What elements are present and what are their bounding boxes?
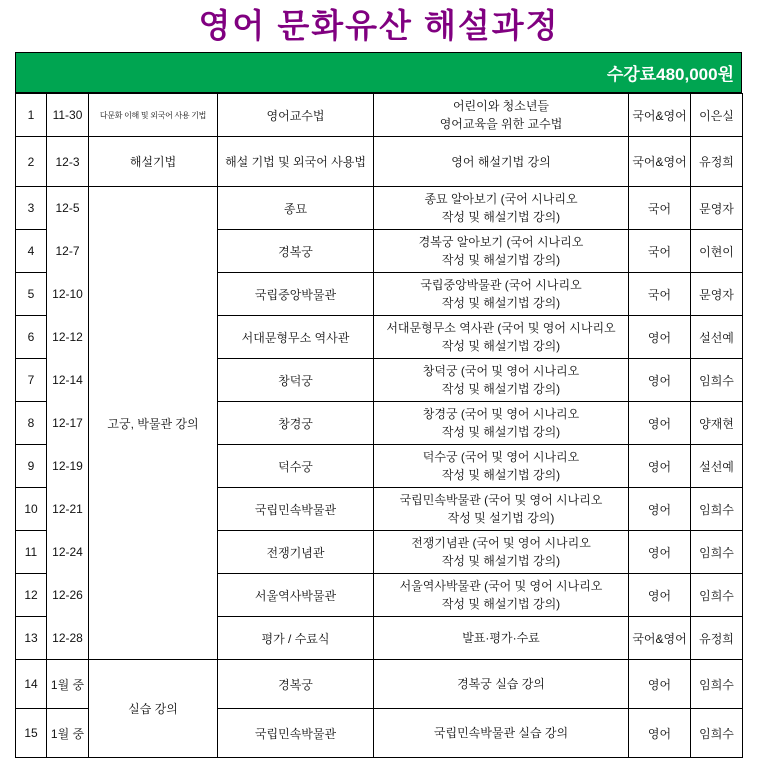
- cell-description: [374, 488, 629, 531]
- course-schedule-table: [15, 93, 743, 758]
- cell-language: 영어: [629, 488, 691, 531]
- cell-date: 12-14: [47, 359, 89, 402]
- cell-description: [374, 402, 629, 445]
- table-row: [16, 660, 743, 709]
- description-line: 작성 및 해설기법 강의): [441, 425, 561, 439]
- cell-language: 영어: [629, 316, 691, 359]
- page-title: 영어 문화유산 해설과정: [198, 7, 560, 44]
- description-line: 국립민속박물관 실습 강의: [433, 726, 569, 740]
- cell-course-name: 경복궁: [218, 230, 374, 273]
- cell-date: 12-10: [47, 273, 89, 316]
- cell-course-name: 영어교수법: [218, 94, 374, 137]
- cell-language: 영어: [629, 574, 691, 617]
- cell-teacher: 문영자: [691, 273, 743, 316]
- cell-teacher: 설선예: [691, 445, 743, 488]
- cell-description: [374, 617, 629, 660]
- cell-teacher: 임희수: [691, 488, 743, 531]
- cell-course-name: 종묘: [218, 187, 374, 230]
- cell-language: 국어: [629, 187, 691, 230]
- cell-language: 영어: [629, 531, 691, 574]
- cell-date: 1월 중: [47, 709, 89, 758]
- description-line: 어린이와 청소년들: [452, 99, 550, 113]
- description-line: 작성 및 설기법 강의): [447, 511, 555, 525]
- cell-description: [374, 660, 629, 709]
- cell-description: [374, 316, 629, 359]
- cell-row-number: 7: [16, 359, 47, 402]
- fee-banner-text: 수강료480,000원: [606, 65, 734, 84]
- description-line: 작성 및 해설기법 강의): [441, 296, 561, 310]
- cell-course-name: 창덕궁: [218, 359, 374, 402]
- cell-course-name: 서울역사박물관: [218, 574, 374, 617]
- description-line: 경복궁 알아보기 (국어 시나리오: [418, 235, 584, 249]
- description-line: 덕수궁 (국어 및 영어 시나리오: [422, 450, 580, 464]
- description-line: 작성 및 해설기법 강의): [441, 468, 561, 482]
- cell-row-number: 9: [16, 445, 47, 488]
- cell-language: 영어: [629, 660, 691, 709]
- cell-row-number: 3: [16, 187, 47, 230]
- cell-row-number: 1: [16, 94, 47, 137]
- table-row: [16, 187, 743, 230]
- cell-row-number: 5: [16, 273, 47, 316]
- cell-course-name: 덕수궁: [218, 445, 374, 488]
- table-row: [16, 94, 743, 137]
- cell-date: 12-17: [47, 402, 89, 445]
- description-line: 국립민속박물관 (국어 및 영어 시나리오: [399, 493, 603, 507]
- cell-teacher: 임희수: [691, 660, 743, 709]
- cell-teacher: 임희수: [691, 531, 743, 574]
- cell-language: 국어: [629, 273, 691, 316]
- cell-description: [374, 230, 629, 273]
- cell-description: [374, 359, 629, 402]
- cell-row-number: 10: [16, 488, 47, 531]
- cell-description: [374, 531, 629, 574]
- description-line: 작성 및 해설기법 강의): [441, 210, 561, 224]
- cell-description: [374, 273, 629, 316]
- description-line: 작성 및 해설기법 강의): [441, 597, 561, 611]
- description-line: 발표·평가·수료: [462, 631, 540, 645]
- cell-category: 고궁, 박물관 강의: [89, 187, 218, 660]
- description-line: 창덕궁 (국어 및 영어 시나리오: [422, 364, 580, 378]
- cell-row-number: 15: [16, 709, 47, 758]
- cell-category: 해설기법: [89, 137, 218, 187]
- cell-language: 국어&영어: [629, 617, 691, 660]
- cell-date: 12-12: [47, 316, 89, 359]
- description-line: 작성 및 해설기법 강의): [441, 382, 561, 396]
- description-line: 창경궁 (국어 및 영어 시나리오: [422, 407, 580, 421]
- cell-row-number: 4: [16, 230, 47, 273]
- description-line: 서울역사박물관 (국어 및 영어 시나리오: [399, 579, 603, 593]
- cell-date: 12-28: [47, 617, 89, 660]
- fee-banner: [15, 52, 742, 93]
- cell-category: 실습 강의: [89, 660, 218, 758]
- cell-teacher: 이현이: [691, 230, 743, 273]
- cell-teacher: 양재현: [691, 402, 743, 445]
- cell-description: [374, 187, 629, 230]
- cell-language: 국어&영어: [629, 137, 691, 187]
- cell-course-name: 전쟁기념관: [218, 531, 374, 574]
- cell-category: 다문화 이해 및 외국어 사용 기법: [89, 94, 218, 137]
- description-line: 경복궁 실습 강의: [457, 677, 545, 691]
- cell-course-name: 국립민속박물관: [218, 709, 374, 758]
- cell-course-name: 경복궁: [218, 660, 374, 709]
- cell-row-number: 6: [16, 316, 47, 359]
- cell-row-number: 8: [16, 402, 47, 445]
- description-line: 전쟁기념관 (국어 및 영어 시나리오: [411, 536, 591, 550]
- schedule-table-body: [16, 94, 743, 758]
- description-line: 작성 및 해설기법 강의): [441, 554, 561, 568]
- description-line: 국립중앙박물관 (국어 시나리오: [420, 278, 582, 292]
- cell-description: [374, 574, 629, 617]
- cell-course-name: 해설 기법 및 외국어 사용법: [218, 137, 374, 187]
- description-line: 영어교육을 위한 교수법: [439, 117, 563, 131]
- cell-date: 12-3: [47, 137, 89, 187]
- cell-teacher: 임희수: [691, 574, 743, 617]
- cell-course-name: 창경궁: [218, 402, 374, 445]
- cell-language: 영어: [629, 445, 691, 488]
- cell-teacher: 임희수: [691, 709, 743, 758]
- cell-course-name: 국립민속박물관: [218, 488, 374, 531]
- cell-language: 영어: [629, 402, 691, 445]
- cell-description: [374, 137, 629, 187]
- cell-date: 1월 중: [47, 660, 89, 709]
- cell-teacher: 문영자: [691, 187, 743, 230]
- cell-date: 12-24: [47, 531, 89, 574]
- cell-language: 국어&영어: [629, 94, 691, 137]
- description-line: 작성 및 해설기법 강의): [441, 253, 561, 267]
- cell-date: 11-30: [47, 94, 89, 137]
- cell-date: 12-5: [47, 187, 89, 230]
- cell-course-name: 국립중앙박물관: [218, 273, 374, 316]
- cell-teacher: 설선예: [691, 316, 743, 359]
- cell-description: [374, 94, 629, 137]
- cell-date: 12-19: [47, 445, 89, 488]
- description-line: 작성 및 해설기법 강의): [441, 339, 561, 353]
- cell-language: 영어: [629, 359, 691, 402]
- cell-teacher: 이은실: [691, 94, 743, 137]
- cell-language: 국어: [629, 230, 691, 273]
- cell-row-number: 11: [16, 531, 47, 574]
- cell-language: 영어: [629, 709, 691, 758]
- description-line: 서대문형무소 역사관 (국어 및 영어 시나리오: [386, 321, 616, 335]
- cell-date: 12-7: [47, 230, 89, 273]
- table-row: [16, 137, 743, 187]
- cell-teacher: 유정희: [691, 617, 743, 660]
- cell-date: 12-26: [47, 574, 89, 617]
- cell-row-number: 14: [16, 660, 47, 709]
- cell-row-number: 13: [16, 617, 47, 660]
- cell-row-number: 12: [16, 574, 47, 617]
- cell-description: [374, 709, 629, 758]
- cell-date: 12-21: [47, 488, 89, 531]
- description-line: 종묘 알아보기 (국어 시나리오: [424, 192, 578, 206]
- cell-description: [374, 445, 629, 488]
- cell-row-number: 2: [16, 137, 47, 187]
- cell-course-name: 평가 / 수료식: [218, 617, 374, 660]
- description-line: 영어 해설기법 강의: [451, 154, 551, 169]
- cell-course-name: 서대문형무소 역사관: [218, 316, 374, 359]
- cell-teacher: 임희수: [691, 359, 743, 402]
- cell-teacher: 유정희: [691, 137, 743, 187]
